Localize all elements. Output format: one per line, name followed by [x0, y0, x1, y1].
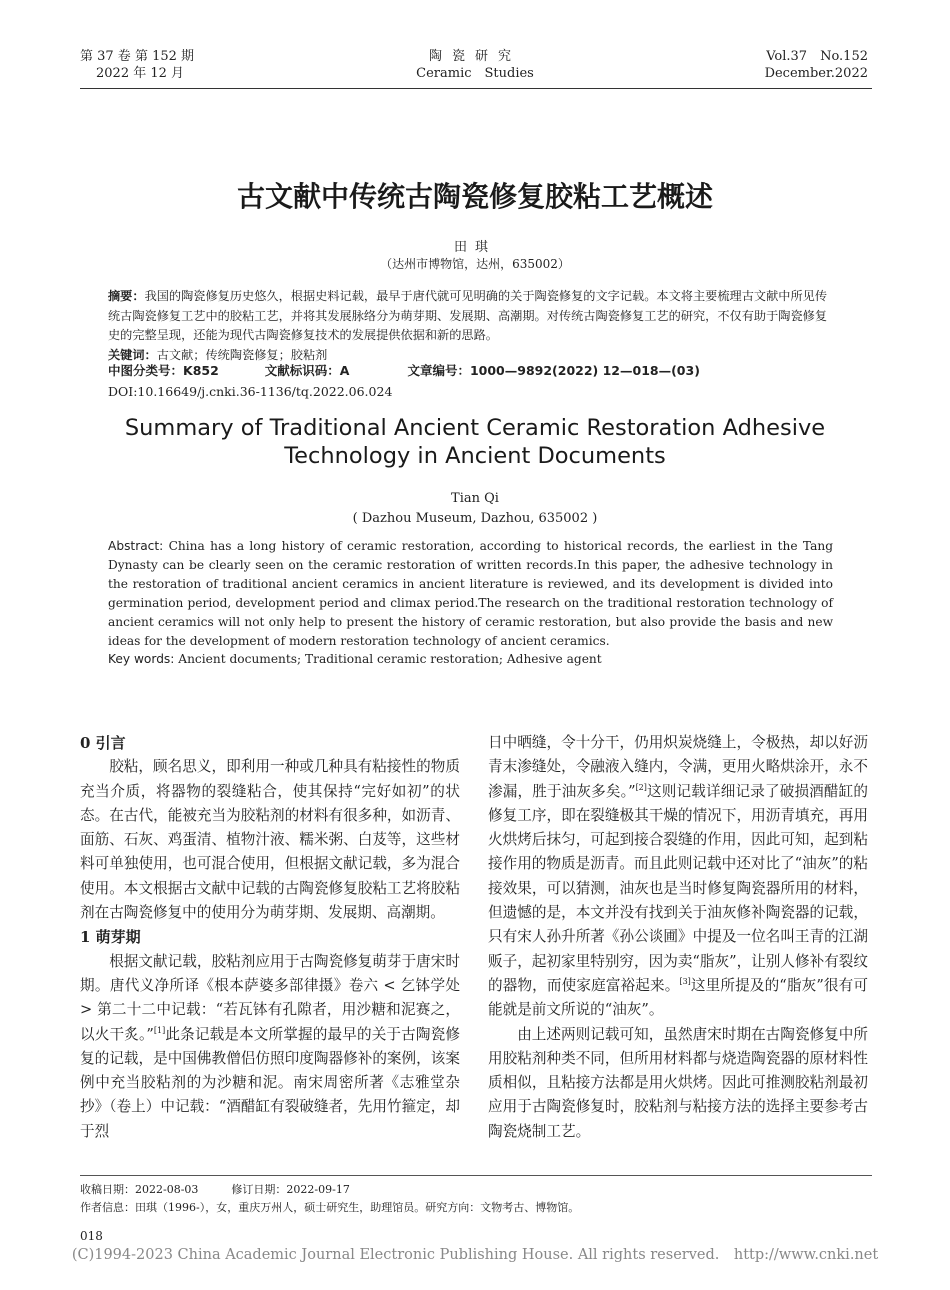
continued-text-a: 日中晒缝，令十分干，仍用炽炭烧缝上，令极热，却以好沥青末渗缝处，令融液入缝内，令满，更用火略烘涂开，永不渗漏，胜于油灰多矣。”: [488, 734, 868, 800]
article-title-en-line1: Summary of Traditional Ancient Ceramic Restoration Adhesive: [124, 415, 826, 441]
classification-line: [108, 361, 700, 379]
journal-name-en: Ceramic Studies: [416, 66, 534, 81]
author-cn: 田琪: [453, 240, 496, 255]
body-column-left: [80, 731, 460, 1144]
abstract-en-label: Abstract:: [108, 539, 164, 553]
copyright-notice: (C)1994-2023 China Academic Journal Electronic Publishing House. All rights reserved. http://www.cnki.net: [71, 1247, 879, 1263]
section-1-heading: 1 萌芽期: [80, 928, 141, 947]
abstract-cn: [108, 287, 833, 365]
footnote-divider: [80, 1175, 872, 1176]
keywords-en-label: Key words:: [108, 652, 175, 666]
page-number: 018: [80, 1229, 103, 1243]
abstract-en: [108, 537, 833, 651]
keywords-cn-text: 古文献；传统陶瓷修复；胶粘剂: [156, 347, 328, 362]
header-divider: [80, 88, 872, 89]
volume-issue-en: Vol.37 No.152: [766, 49, 868, 64]
issue-date: 2022 年 12 月: [96, 66, 185, 81]
citation-2[interactable]: [2]: [635, 782, 647, 792]
volume-issue: 第 37 卷 第 152 期: [80, 49, 195, 64]
continued-paragraph: [488, 731, 868, 1023]
section-0-heading: 0 引言: [80, 734, 126, 752]
continued-text-b: 这则记载详细记录了破损酒醋缸的修复工序，即在裂缝极其干燥的情况下，用沥青填充，再用火烘烤后抹匀，可起到接合裂缝的作用，因此可知，起到粘接作用的物质是沥青。而且此则记载中还对比了“油灰”的粘接效果，可以猜测，油灰也是当时修复陶瓷器所用的材料，但遗憾的是，本文并没有找到关于油灰修补陶瓷器的记载，只有宋人孙升所著《孙公谈圃》中提及一位名叫王青的江湖贩子，起初家里特别穷，因为卖“脂灰”，让别人修补有裂纹的器物，而使家庭富裕起来。: [488, 782, 868, 994]
article-number-value: 1000—9892(2022) 12—018—(03): [469, 363, 700, 378]
article-title-cn: 古文献中传统古陶瓷修复胶粘工艺概述: [236, 180, 713, 213]
abstract-cn-label: 摘要：: [108, 289, 145, 303]
keywords-en-text: Ancient documents; Traditional ceramic restoration; Adhesive agent: [178, 652, 602, 666]
doc-code-label: 文献标识码：: [264, 363, 340, 378]
journal-issue-info-en: [765, 48, 868, 82]
section-1-text-a: 根据文献记载，胶粘剂应用于古陶瓷修复萌芽于唐宋时期。唐代义净所译《根本萨婆多部律摄》卷六 < 乞钵学处 > 第二十二中记载：“若瓦钵有孔隙者，用沙糖和泥赛之，以火干炙。”: [80, 952, 460, 1043]
section-0-paragraph: 胶粘，顾名思义，即利用一种或几种具有粘接性的物质充当介质，将器物的裂缝粘合，使其保持“完好如初”的状态。在古代，能被充当为胶粘剂的材料有很多种，如沥青、面筋、石灰、鸡蛋清、植物汁液、糯米粥、白芨等，这些材料可单独使用，也可混合使用，但根据文献记载，多为混合使用。本文根据古文献中记载的古陶瓷修复胶粘工艺将胶粘剂在古陶瓷修复中的使用分为萌芽期、发展期、高潮期。: [80, 758, 460, 922]
doc-code-value: A: [339, 363, 350, 378]
issue-date-en: December.2022: [764, 66, 868, 81]
keywords-en: [108, 652, 602, 666]
clc-label: 中图分类号：: [108, 363, 184, 378]
citation-3[interactable]: [3]: [679, 977, 691, 987]
continued-text-c: 这里所提及的“脂灰”很有可能就是前文所说的“油灰”。: [488, 976, 868, 1019]
article-number-label: 文章编号：: [407, 363, 470, 378]
article-title-en: [0, 414, 950, 470]
conclusion-paragraph: 由上述两则记载可知，虽然唐宋时期在古陶瓷修复中所用胶粘剂种类不同，但所用材料都与烧造陶瓷器的原材料性质相似，且粘接方法都是用火烘烤。因此可推测胶粘剂最初应用于古陶瓷修复时，胶粘剂与粘接方法的选择主要参考古陶瓷烧制工艺。: [488, 1025, 868, 1140]
abstract-cn-text: 我国的陶瓷修复历史悠久，根据史料记载，最早于唐代就可见明确的关于陶瓷修复的文字记载。本文将主要梳理古文献中所见传统古陶瓷修复工艺中的胶粘工艺，并将其发展脉络分为萌芽期、发展期、高潮期。对传统古陶瓷修复工艺的研究，不仅有助于陶瓷修复史的完整呈现，还能为现代古陶瓷修复技术的发展提供依据和新的思路。: [108, 289, 828, 342]
author-en: Tian Qi: [451, 491, 499, 506]
article-title-en-line2: Technology in Ancient Documents: [284, 443, 666, 469]
affiliation-en: ( Dazhou Museum, Dazhou, 635002 ): [352, 511, 598, 526]
affiliation-cn: （达州市博物馆，达州，635002）: [380, 257, 570, 271]
author-info-note: 作者信息：田琪（1996-），女，重庆万州人，硕士研究生，助理馆员。研究方向：文物考古、博物馆。: [80, 1201, 580, 1214]
citation-1[interactable]: [1]: [153, 1025, 166, 1035]
section-1-paragraph: [80, 950, 460, 1144]
doi: DOI:10.16649/j.cnki.36-1136/tq.2022.06.024: [108, 384, 393, 399]
abstract-en-text: China has a long history of ceramic restoration, according to historical records, the earliest in the Tang Dynasty can be clearly seen on the ceramic restoration of written records.In this paper, the adhesive technology in the restoration of traditional ancient ceramics in ancient literature is reviewed, and its development is divided into germination period, development period and climax period.The research on the traditional restoration technology of ancient ceramics will not only help to present the history of ceramic restoration, but also provide the basis and new ideas for the development of modern restoration technology of ancient ceramics.: [108, 539, 833, 648]
section-1-text-b: 此条记载是本文所掌握的最早的关于古陶瓷修复的记载，是中国佛教僧侣仿照印度陶器修补的案例，该案例中充当胶粘剂的为沙糖和泥。南宋周密所著《志雅堂杂抄》（卷上）中记载：“酒醋缸有裂破缝者，先用竹箍定，却于烈: [80, 1025, 460, 1140]
body-column-right: [488, 731, 868, 1144]
keywords-cn-label: 关键词：: [108, 347, 157, 362]
clc-value: K852: [183, 363, 219, 378]
journal-name-cn: 陶瓷研究: [428, 49, 521, 64]
received-date-note: 收稿日期：2022-08-03 修订日期：2022-09-17: [80, 1183, 350, 1196]
